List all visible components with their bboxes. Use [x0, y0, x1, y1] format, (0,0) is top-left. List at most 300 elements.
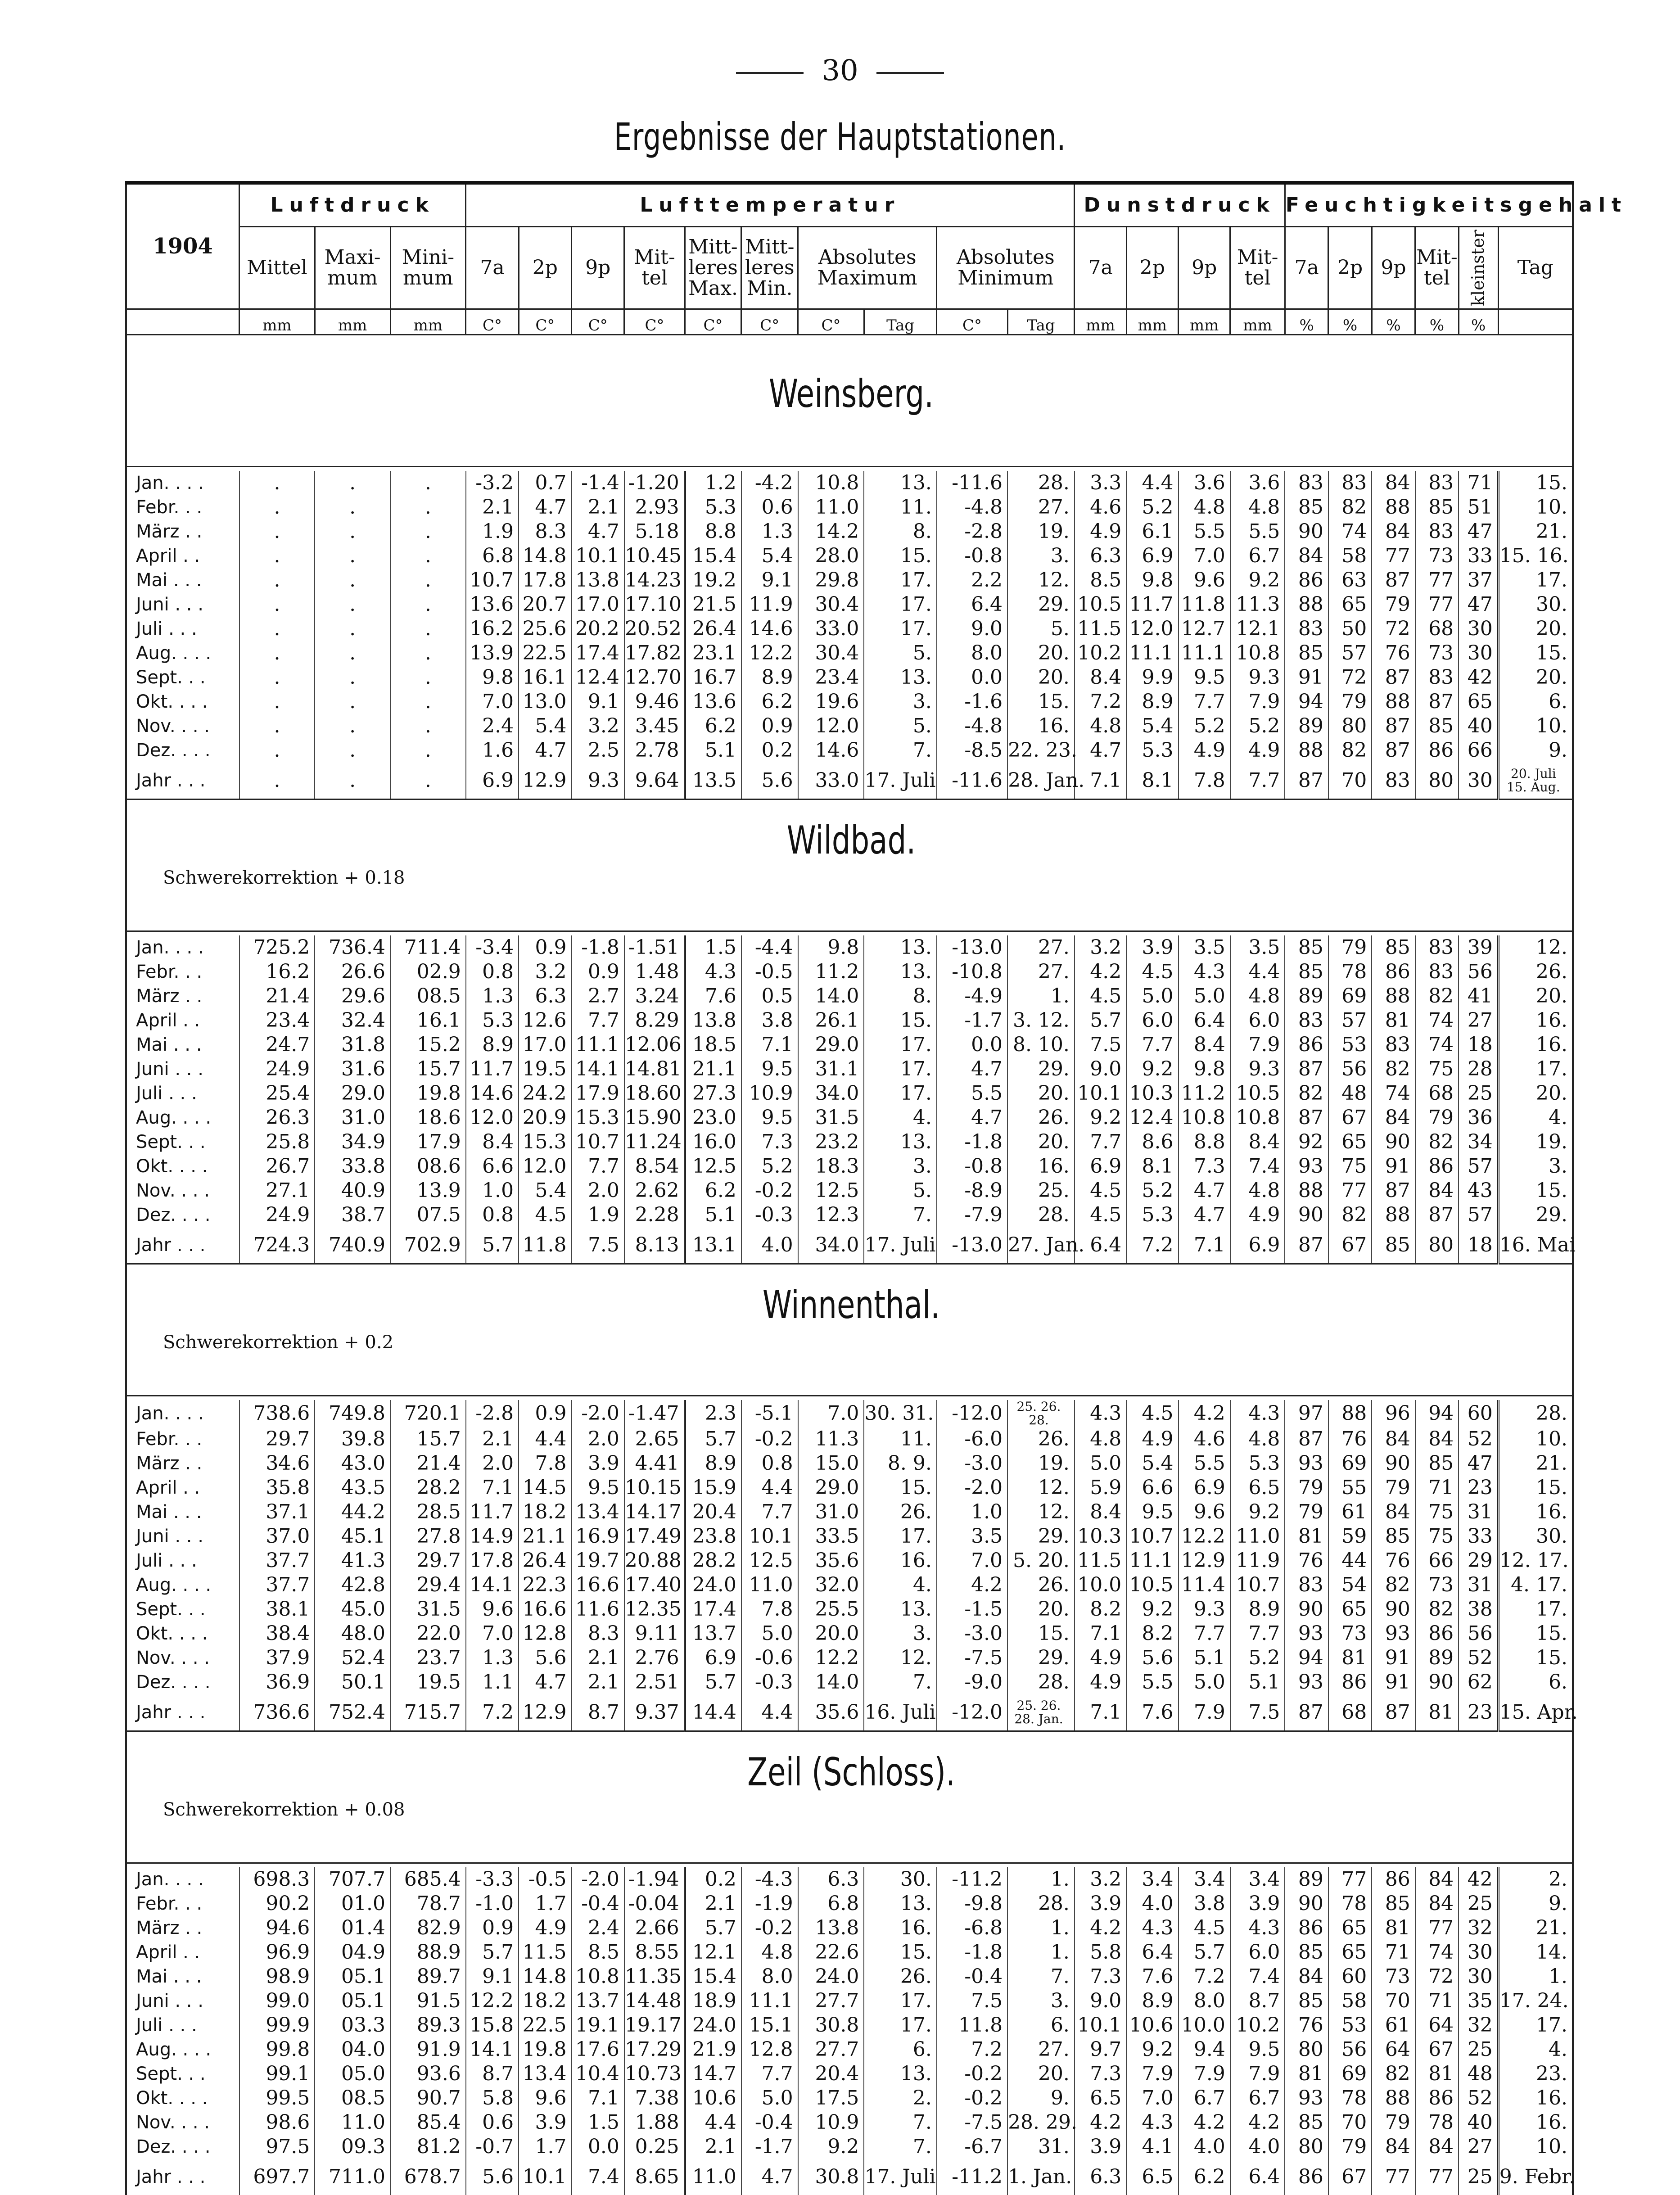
data-cell: 7.	[1007, 1965, 1075, 1989]
data-cell: -11.6	[937, 471, 1007, 495]
data-cell: 15.3	[572, 1106, 624, 1130]
data-cell: 10.1	[1075, 2013, 1126, 2037]
data-cell: 65	[1328, 1597, 1372, 1621]
data-cell: 05.1	[315, 1989, 390, 2013]
data-cell: 14.1	[466, 1573, 519, 1597]
data-cell: .	[315, 641, 390, 665]
table-row	[126, 714, 1573, 738]
data-cell: 15.1	[741, 2013, 798, 2037]
data-cell: 28.	[1007, 1892, 1075, 1916]
data-cell: -1.8	[937, 1940, 1007, 1965]
data-cell: 52.4	[315, 1646, 390, 1670]
data-cell: 10.	[1498, 2135, 1573, 2159]
data-cell: 50.1	[315, 1670, 390, 1694]
data-cell: 79	[1285, 1476, 1328, 1500]
data-cell: 7.1	[1075, 763, 1126, 799]
data-cell: 9.	[1498, 1892, 1573, 1916]
data-cell: 13.6	[466, 592, 519, 617]
data-cell: 2.5	[572, 738, 624, 763]
data-cell: 9.46	[624, 690, 685, 714]
data-cell: 86	[1285, 2159, 1328, 2195]
table-row	[126, 1670, 1573, 1694]
data-cell: 58	[1328, 1989, 1372, 2013]
data-cell: 3.	[1498, 1154, 1573, 1179]
table-row	[126, 1154, 1573, 1179]
data-cell: 28.	[1007, 1670, 1075, 1694]
data-cell: .	[239, 568, 315, 592]
data-cell: 76	[1328, 1427, 1372, 1451]
month-label: Mai . . .	[126, 1965, 239, 1989]
data-cell: 15.8	[466, 2013, 519, 2037]
data-cell: 0.9	[466, 1916, 519, 1940]
data-cell: -7.5	[937, 1646, 1007, 1670]
data-cell: -0.2	[741, 1427, 798, 1451]
data-cell: 0.9	[519, 935, 571, 960]
data-cell: 28.5	[390, 1500, 466, 1524]
data-cell: 4.7	[937, 1106, 1007, 1130]
data-cell: 38.7	[315, 1203, 390, 1227]
data-cell: 29.4	[390, 1573, 466, 1597]
divider	[126, 1863, 1573, 1868]
table-row	[126, 1867, 1573, 1892]
month-label: Jahr . . .	[126, 2159, 239, 2195]
data-cell: 5.4	[1126, 1451, 1178, 1476]
data-cell: -12.0	[937, 1694, 1007, 1731]
data-cell: 6.0	[1126, 1008, 1178, 1033]
data-cell: .	[239, 471, 315, 495]
data-cell: 8.	[864, 984, 936, 1008]
data-cell: -1.20	[624, 471, 685, 495]
data-cell: 12.7	[1179, 617, 1230, 641]
month-label: Sept. . .	[126, 2062, 239, 2086]
data-cell: 93	[1285, 2086, 1328, 2110]
data-cell: 5.5	[1230, 519, 1285, 544]
data-cell: 25.4	[239, 1081, 315, 1106]
month-label: Jan. . . .	[126, 1400, 239, 1427]
data-cell: 2.0	[572, 1427, 624, 1451]
data-cell: -1.0	[466, 1892, 519, 1916]
data-cell: 6.4	[937, 592, 1007, 617]
data-cell: 75	[1328, 1154, 1372, 1179]
column-header: Mit-tel	[624, 227, 685, 309]
data-cell: 16.1	[519, 665, 571, 690]
data-cell: 7.38	[624, 2086, 685, 2110]
data-cell: 16.	[1498, 1500, 1573, 1524]
data-cell: 11.5	[1075, 617, 1126, 641]
data-cell: 11.1	[1126, 641, 1178, 665]
month-label: Okt. . . .	[126, 690, 239, 714]
data-cell: 85	[1285, 935, 1328, 960]
data-cell: 29.	[1498, 1203, 1573, 1227]
data-cell: 23.7	[390, 1646, 466, 1670]
data-cell: -2.8	[937, 519, 1007, 544]
year-header: 1904	[126, 183, 239, 309]
data-cell: -11.6	[937, 763, 1007, 799]
data-cell: 18.6	[390, 1106, 466, 1130]
data-cell: 12.5	[798, 1179, 864, 1203]
data-cell: 8.4	[466, 1130, 519, 1154]
data-cell: 9.11	[624, 1621, 685, 1646]
table-row	[126, 960, 1573, 984]
data-cell: 98.6	[239, 2110, 315, 2135]
unit-cell: C°	[519, 309, 571, 335]
data-cell: 93	[1285, 1621, 1328, 1646]
data-cell: 4.0	[1126, 1892, 1178, 1916]
data-cell: 20.52	[624, 617, 685, 641]
data-cell: 8.5	[1075, 568, 1126, 592]
data-cell: 6.2	[685, 714, 741, 738]
data-cell: 20.	[1007, 1130, 1075, 1154]
data-cell: 11.6	[572, 1597, 624, 1621]
data-cell: 84	[1285, 1965, 1328, 1989]
data-cell: 5.1	[685, 738, 741, 763]
year-row	[126, 1227, 1573, 1264]
data-cell: 740.9	[315, 1227, 390, 1264]
month-label: Okt. . . .	[126, 2086, 239, 2110]
data-cell: 16.7	[685, 665, 741, 690]
data-cell: 4.9	[1179, 738, 1230, 763]
data-cell: 4.2	[1075, 960, 1126, 984]
dash-left	[736, 72, 804, 74]
data-cell: 10.4	[572, 2062, 624, 2086]
data-cell: 66	[1459, 738, 1498, 763]
data-cell: 17.	[1498, 568, 1573, 592]
data-cell: 7.4	[572, 2159, 624, 2195]
data-cell: 8.7	[572, 1694, 624, 1731]
data-cell: 61	[1372, 2013, 1415, 2037]
group-feuchtigkeit: Feuchtigkeitsgehalt	[1285, 183, 1573, 227]
table-row	[126, 1940, 1573, 1965]
data-cell: 74	[1415, 1940, 1459, 1965]
data-cell: 9.5	[572, 1476, 624, 1500]
table-row	[126, 1179, 1573, 1203]
data-cell: 27. Jan.	[1007, 1227, 1075, 1264]
data-cell: 0.9	[519, 1400, 571, 1427]
data-cell: 83	[1372, 763, 1415, 799]
data-cell: 23.4	[798, 665, 864, 690]
data-cell: 10.2	[1230, 2013, 1285, 2037]
data-cell: 8.1	[1126, 1154, 1178, 1179]
data-cell: 86	[1415, 2086, 1459, 2110]
data-cell: 736.6	[239, 1694, 315, 1731]
data-cell: -2.0	[572, 1400, 624, 1427]
data-cell: 10.7	[1230, 1573, 1285, 1597]
data-cell: 91.5	[390, 1989, 466, 2013]
data-cell: 53	[1328, 1033, 1372, 1057]
data-cell: 7.2	[1075, 690, 1126, 714]
data-cell: 3.5	[1230, 935, 1285, 960]
month-label: Febr. . .	[126, 960, 239, 984]
data-cell: 17.	[864, 592, 936, 617]
data-cell: 75	[1415, 1057, 1459, 1081]
data-cell: 10.1	[519, 2159, 571, 2195]
data-cell: 10.3	[1075, 1524, 1126, 1549]
data-cell: 0.0	[937, 665, 1007, 690]
data-cell: 31.6	[315, 1057, 390, 1081]
data-cell: 0.25	[624, 2135, 685, 2159]
data-cell: 9.2	[1126, 1597, 1178, 1621]
data-cell: 5.2	[1126, 495, 1178, 519]
unit-cell	[126, 309, 239, 335]
column-header: 9p	[572, 227, 624, 309]
data-cell: 29.7	[239, 1427, 315, 1451]
data-cell: 2.0	[572, 1179, 624, 1203]
data-cell: 4.7	[1075, 738, 1126, 763]
data-cell: 17.40	[624, 1573, 685, 1597]
data-cell: 6.8	[798, 1892, 864, 1916]
data-cell: 7.0	[1179, 544, 1230, 568]
data-cell: 724.3	[239, 1227, 315, 1264]
data-cell: 10.9	[798, 2110, 864, 2135]
data-cell: 0.2	[741, 738, 798, 763]
data-cell: 88	[1285, 1179, 1328, 1203]
data-cell: 0.9	[572, 960, 624, 984]
data-cell: 25.6	[519, 617, 571, 641]
data-cell: 79	[1285, 1500, 1328, 1524]
data-cell: 15.	[1498, 471, 1573, 495]
data-cell: 5.	[864, 1179, 936, 1203]
data-cell: 15.	[1498, 1179, 1573, 1203]
data-cell: 16.	[1498, 2086, 1573, 2110]
table-row	[126, 592, 1573, 617]
data-cell: 12.	[1007, 1476, 1075, 1500]
data-cell: 67	[1328, 1106, 1372, 1130]
data-cell: 56	[1459, 1621, 1498, 1646]
month-label: April . .	[126, 1008, 239, 1033]
data-cell: 15.	[864, 1940, 936, 1965]
data-cell: 35.6	[798, 1694, 864, 1731]
data-cell: 11.5	[1075, 1549, 1126, 1573]
data-cell: .	[239, 738, 315, 763]
data-cell: 6.3	[798, 1867, 864, 1892]
data-cell: 85	[1285, 641, 1328, 665]
data-cell: 28.	[1498, 1400, 1573, 1427]
data-cell: -0.6	[741, 1646, 798, 1670]
data-cell: 20.7	[519, 592, 571, 617]
data-cell: 702.9	[390, 1227, 466, 1264]
data-cell: 30	[1459, 617, 1498, 641]
data-cell: 24.9	[239, 1057, 315, 1081]
data-cell: 61	[1328, 1500, 1372, 1524]
data-cell: 5.7	[1179, 1940, 1230, 1965]
data-cell: 9.6	[466, 1597, 519, 1621]
month-label: Aug. . . .	[126, 2037, 239, 2062]
table-row	[126, 641, 1573, 665]
data-cell: 11.1	[1126, 1549, 1178, 1573]
data-cell: 11.0	[685, 2159, 741, 2195]
data-cell: 2.78	[624, 738, 685, 763]
data-cell: 85	[1372, 1892, 1415, 1916]
data-cell: .	[315, 690, 390, 714]
month-label: Juni . . .	[126, 1989, 239, 2013]
data-cell: 19.6	[798, 690, 864, 714]
data-cell: 12.8	[519, 1621, 571, 1646]
data-cell: 8.4	[1075, 665, 1126, 690]
data-cell: 7.1	[1179, 1227, 1230, 1264]
data-cell: 7.	[864, 2110, 936, 2135]
table-row	[126, 690, 1573, 714]
data-cell: 21.9	[685, 2037, 741, 2062]
data-cell: 7.	[864, 738, 936, 763]
data-cell: 12.06	[624, 1033, 685, 1057]
data-cell: 76	[1285, 1549, 1328, 1573]
data-cell: 9.8	[1179, 1057, 1230, 1081]
data-cell: 85	[1285, 2110, 1328, 2135]
data-cell: .	[390, 641, 466, 665]
data-cell: 5.2	[1179, 714, 1230, 738]
data-cell: 4.8	[741, 1940, 798, 1965]
station-name: Zeil (Schloss).	[235, 1750, 1467, 1795]
data-cell: 84	[1415, 2135, 1459, 2159]
data-cell: 15.	[864, 1476, 936, 1500]
data-cell: 31.0	[798, 1500, 864, 1524]
data-cell: 8.65	[624, 2159, 685, 2195]
data-cell: 26.7	[239, 1154, 315, 1179]
data-cell: 711.0	[315, 2159, 390, 2195]
data-cell: 84	[1372, 2135, 1415, 2159]
data-cell: 08.5	[390, 984, 466, 1008]
data-cell: 29.6	[315, 984, 390, 1008]
data-cell: .	[390, 592, 466, 617]
data-cell: 2.1	[572, 1646, 624, 1670]
data-cell: 12.35	[624, 1597, 685, 1621]
data-cell: 9.2	[1075, 1106, 1126, 1130]
data-cell: 6.3	[1075, 544, 1126, 568]
data-cell: 1.7	[519, 1892, 571, 1916]
table-row	[126, 2086, 1573, 2110]
data-cell: 01.4	[315, 1916, 390, 1940]
data-cell: 9.8	[1126, 568, 1178, 592]
data-cell: 77	[1328, 1867, 1372, 1892]
unit-cell: mm	[239, 309, 315, 335]
data-cell: 8.4	[1230, 1130, 1285, 1154]
data-cell: 83	[1415, 665, 1459, 690]
data-cell: -9.8	[937, 1892, 1007, 1916]
group-lufttemperatur: Lufttemperatur	[466, 183, 1075, 227]
data-cell: 91.9	[390, 2037, 466, 2062]
data-cell: 79	[1328, 690, 1372, 714]
data-cell: 68	[1328, 1694, 1372, 1731]
data-cell: 7.9	[1230, 2062, 1285, 2086]
data-cell: 13.7	[572, 1989, 624, 2013]
data-cell: .	[390, 495, 466, 519]
data-cell: 37.7	[239, 1573, 315, 1597]
data-cell: 9.3	[1179, 1597, 1230, 1621]
data-cell: 83	[1415, 471, 1459, 495]
data-cell: 13.1	[685, 1227, 741, 1264]
data-cell: 11.1	[572, 1033, 624, 1057]
data-cell: 88	[1372, 495, 1415, 519]
data-cell: 2.0	[466, 1451, 519, 1476]
data-cell: -3.4	[466, 935, 519, 960]
data-cell: 75	[1415, 1524, 1459, 1549]
data-cell: 52	[1459, 2086, 1498, 2110]
column-header: 9p	[1179, 227, 1230, 309]
data-cell: 85	[1285, 495, 1328, 519]
data-cell: 4.8	[1230, 1179, 1285, 1203]
data-cell: 41.3	[315, 1549, 390, 1573]
data-cell: 26.6	[315, 960, 390, 984]
data-cell: 15. Apr.	[1498, 1694, 1573, 1731]
data-cell: 15.4	[685, 1965, 741, 1989]
data-cell: 82	[1415, 984, 1459, 1008]
data-cell: 13.	[864, 2062, 936, 2086]
data-cell: 29.	[1007, 1057, 1075, 1081]
data-cell: 5.5	[1126, 1670, 1178, 1694]
data-cell: 16. Juli	[864, 1694, 936, 1731]
data-cell: 77	[1372, 2159, 1415, 2195]
data-cell: 12.9	[519, 1694, 571, 1731]
data-cell: 56	[1328, 1057, 1372, 1081]
data-cell: 73	[1415, 1573, 1459, 1597]
table-row	[126, 1965, 1573, 1989]
data-cell: 89	[1285, 1867, 1328, 1892]
data-cell: 12.9	[519, 763, 571, 799]
data-cell: 04.9	[315, 1940, 390, 1965]
data-cell: 29.	[1007, 1524, 1075, 1549]
data-cell: .	[315, 495, 390, 519]
data-cell: .	[239, 617, 315, 641]
data-cell: 2.1	[466, 1427, 519, 1451]
data-cell: 17.	[864, 1057, 936, 1081]
data-cell: 3.8	[1179, 1892, 1230, 1916]
data-cell: 33	[1459, 544, 1498, 568]
data-cell: 12.2	[466, 1989, 519, 2013]
data-cell: 2.3	[685, 1400, 741, 1427]
data-cell: -12.0	[937, 1400, 1007, 1427]
data-cell: 42	[1459, 1867, 1498, 1892]
data-cell: 749.8	[315, 1400, 390, 1427]
data-cell: 4.9	[1075, 1670, 1126, 1694]
table-row	[126, 1621, 1573, 1646]
data-cell: 85	[1372, 1524, 1415, 1549]
table-row	[126, 1427, 1573, 1451]
data-cell: 7.1	[572, 2086, 624, 2110]
data-cell: 14.0	[798, 984, 864, 1008]
data-cell: 90.7	[390, 2086, 466, 2110]
data-cell: -2.0	[937, 1476, 1007, 1500]
data-cell: 15.7	[390, 1057, 466, 1081]
data-cell: 82	[1328, 495, 1372, 519]
data-cell: 90	[1415, 1670, 1459, 1694]
data-cell: 17.6	[572, 2037, 624, 2062]
data-cell: 82	[1328, 738, 1372, 763]
data-cell: 7.0	[937, 1549, 1007, 1573]
data-cell: 68	[1415, 1081, 1459, 1106]
data-cell: 34.0	[798, 1227, 864, 1264]
data-cell: 5.2	[1230, 1646, 1285, 1670]
data-cell: 9.6	[1179, 1500, 1230, 1524]
data-cell: 5.2	[1230, 714, 1285, 738]
station-section-header	[126, 1264, 1573, 1396]
data-cell: 5.18	[624, 519, 685, 544]
data-cell: 4.3	[1179, 960, 1230, 984]
page-number	[0, 54, 1680, 87]
data-cell: 20.4	[798, 2062, 864, 2086]
month-label: Nov. . . .	[126, 714, 239, 738]
data-cell: 20.9	[519, 1106, 571, 1130]
data-cell: 1.6	[466, 738, 519, 763]
data-cell: 3.2	[1075, 935, 1126, 960]
data-cell: 42	[1459, 665, 1498, 690]
data-cell: 85	[1415, 495, 1459, 519]
data-cell: 81	[1415, 2062, 1459, 2086]
data-cell: 19.1	[572, 2013, 624, 2037]
table-row	[126, 665, 1573, 690]
data-cell: 19.8	[390, 1081, 466, 1106]
unit-cell: %	[1328, 309, 1372, 335]
month-label: Dez. . . .	[126, 738, 239, 763]
